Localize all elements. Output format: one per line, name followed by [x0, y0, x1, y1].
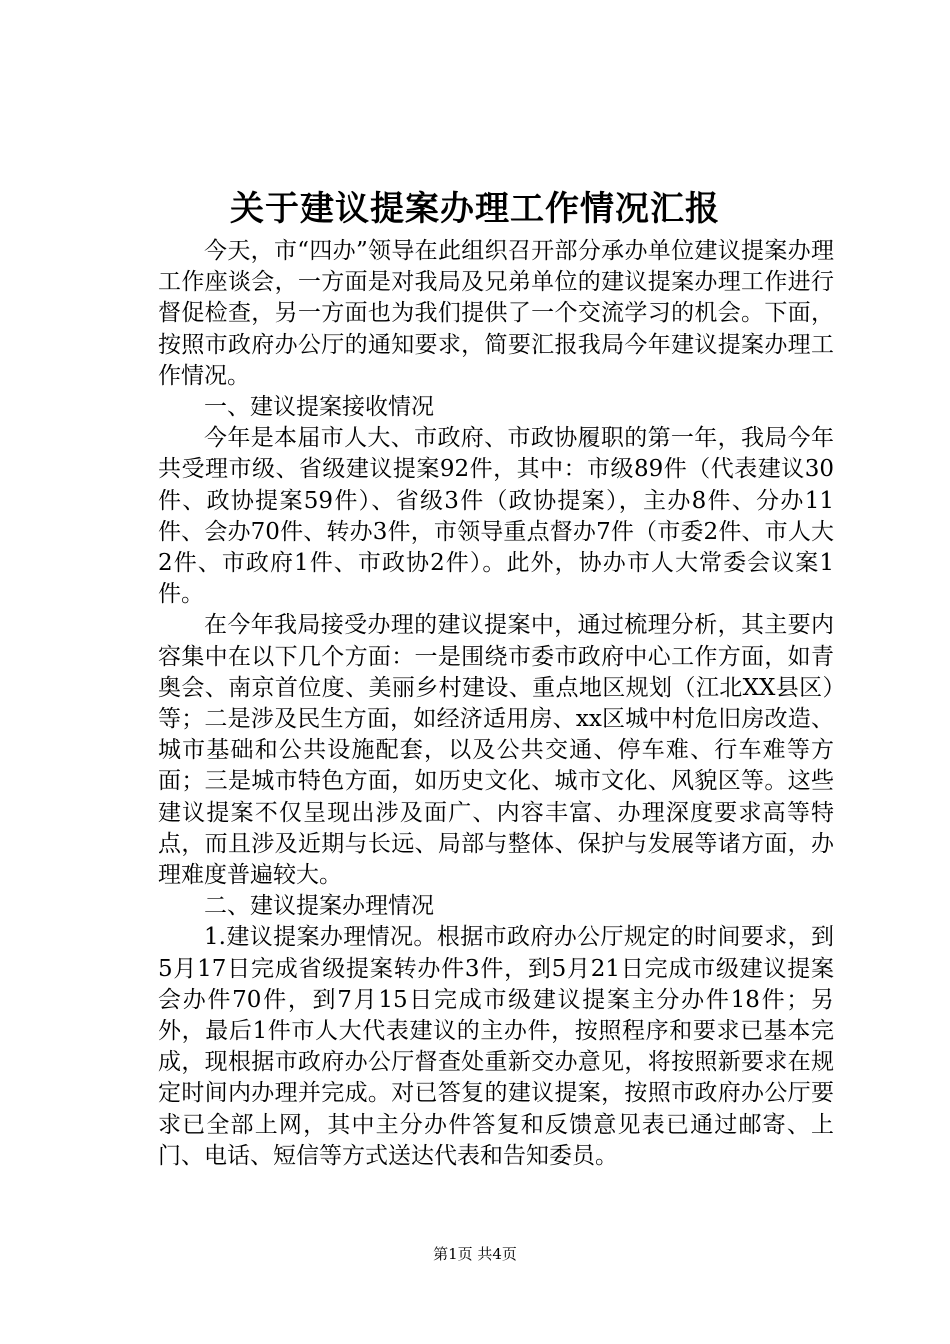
- paragraph-content-analysis: 在今年我局接受办理的建议提案中，通过梳理分析，其主要内容集中在以下几个方面：一是围绕市委市政府中心工作方面，如青奥会、南京首位度、美丽乡村建设、重点地区规划（江北XX县区）等；二是涉及民生方面，如经济适用房、xx区城中村危旧房改造、城市基础和公共设施配套，以及公共交通、停车难、行车难等方面；三是城市特色方面，如历史文化、城市文化、风貌区等。这些建议提案不仅呈现出涉及面广、内容丰富、办理深度要求高等特点，而且涉及近期与长远、局部与整体、保护与发展等诸方面，办理难度普遍较大。: [158, 612, 834, 889]
- section-heading-2: 二、建议提案办理情况: [204, 893, 434, 920]
- section-heading-1: 一、建议提案接收情况: [204, 394, 434, 421]
- paragraph-handling-status: 1.建议提案办理情况。根据市政府办公厅规定的时间要求，到5月17日完成省级提案转办件3件，到5月21日完成市级建议提案会办件70件，到7月15日完成市级建议提案主分办件18件；另外，最后1件市人大代表建议的主办件，按照程序和要求已基本完成，现根据市政府办公厅督查处重新交办意见，将按照新要求在规定时间内办理并完成。对已答复的建议提案，按照市政府办公厅要求已全部上网，其中主分办件答复和反馈意见表已通过邮寄、上门、电话、短信等方式送达代表和告知委员。: [158, 924, 834, 1169]
- page-footer: 第1页 共4页: [433, 1245, 517, 1263]
- document-body: [158, 236, 834, 1172]
- document-title: 关于建议提案办理工作情况汇报: [230, 189, 720, 229]
- paragraph-receipt-stats: 今年是本届市人大、市政府、市政协履职的第一年，我局今年共受理市级、省级建议提案92件，其中：市级89件（代表建议30件、政协提案59件）、省级3件（政协提案），主办8件、分办11件、会办70件、转办3件，市领导重点督办7件（市委2件、市人大2件、市政府1件、市政协2件）。此外，协办市人大常委会议案1件。: [158, 425, 834, 608]
- paragraph-intro: 今天，市“四办”领导在此组织召开部分承办单位建议提案办理工作座谈会，一方面是对我局及兄弟单位的建议提案办理工作进行督促检查，另一方面也为我们提供了一个交流学习的机会。下面，按照市政府办公厅的通知要求，简要汇报我局今年建议提案办理工作情况。: [158, 238, 834, 389]
